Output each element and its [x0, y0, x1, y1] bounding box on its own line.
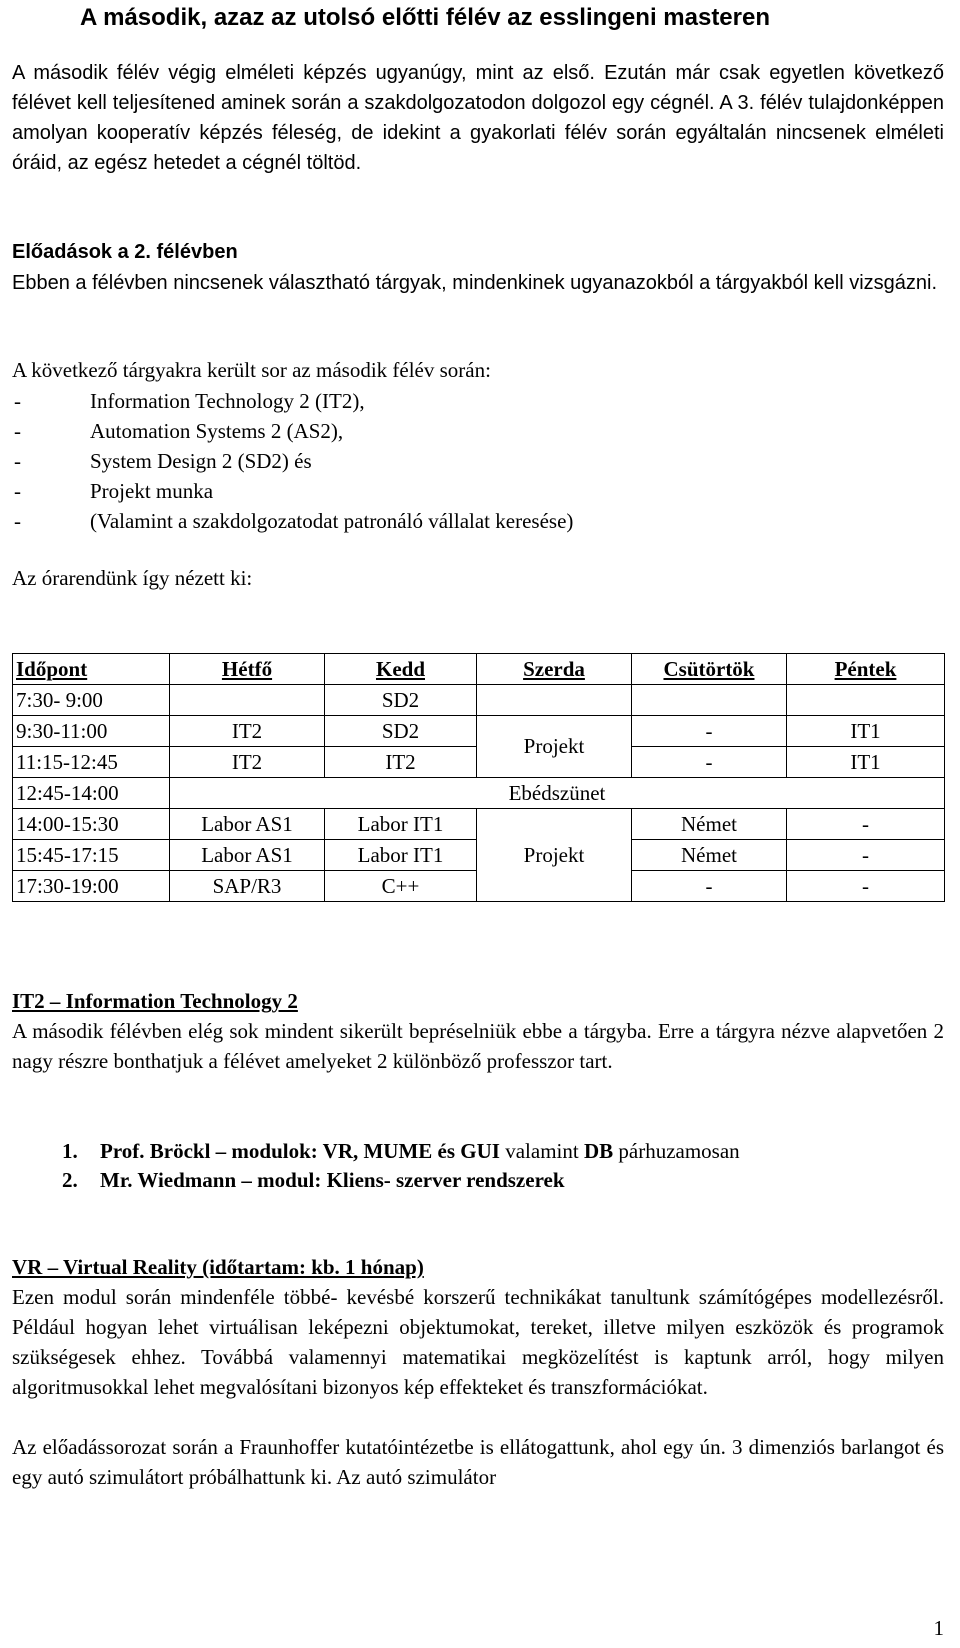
header-time: Időpont	[13, 654, 170, 685]
subjects-list	[12, 386, 573, 536]
wednesday-projekt-cell: Projekt	[477, 716, 632, 778]
vr-heading: VR – Virtual Reality (időtartam: kb. 1 hónap)	[12, 1255, 424, 1279]
thursday-cell	[632, 685, 787, 716]
time-cell: 15:45-17:15	[13, 840, 170, 871]
list-item: - System Design 2 (SD2) és	[14, 449, 312, 473]
module-title: Prof. Bröckl – modulok: VR, MUME és GUI	[100, 1139, 500, 1163]
time-cell: 7:30- 9:00	[13, 685, 170, 716]
wednesday-projekt-cell: Projekt	[477, 809, 632, 902]
tuesday-cell: SD2	[325, 716, 477, 747]
time-cell: 11:15-12:45	[13, 747, 170, 778]
list-item	[62, 1166, 740, 1195]
thursday-cell: Német	[632, 840, 787, 871]
item-number: 1.	[62, 1139, 78, 1163]
timetable-intro: Az órarendünk így nézett ki:	[12, 566, 253, 590]
friday-cell: -	[787, 840, 945, 871]
lectures-heading: Előadások a 2. félévben	[12, 241, 238, 263]
thursday-cell: -	[632, 747, 787, 778]
monday-cell: IT2	[170, 747, 325, 778]
module-text: párhuzamosan	[613, 1139, 740, 1163]
page-number: 1	[933, 1616, 944, 1640]
monday-cell: IT2	[170, 716, 325, 747]
monday-cell: Labor AS1	[170, 809, 325, 840]
vr-paragraph-2: Az előadássorozat során a Fraunhoffer kutatóintézetbe is ellátogattunk, ahol egy ún. 3 dimenziós barlangot és egy autó szimulátort próbálhattunk ki. Az autó szimulátor	[12, 1435, 944, 1489]
it2-paragraph: A második félévben elég sok mindent sikerült bepréselniük ebbe a tárgyba. Erre a tárgyra nézve alapvetően 2 nagy részre bonthatjuk a félévet amelyeket 2 különböző professzor tart.	[12, 1019, 944, 1073]
time-cell: 14:00-15:30	[13, 809, 170, 840]
tuesday-cell: Labor IT1	[325, 809, 477, 840]
subject-it2: Information Technology 2 (IT2),	[90, 389, 365, 413]
subject-company-search: (Valamint a szakdolgozatodat patronáló vállalat keresése)	[90, 509, 574, 533]
table-row	[13, 685, 945, 716]
header-thursday: Csütörtök	[632, 654, 787, 685]
subject-as2: Automation Systems 2 (AS2),	[90, 419, 344, 443]
friday-cell: -	[787, 809, 945, 840]
header-monday: Hétfő	[170, 654, 325, 685]
module-text: valamint	[499, 1139, 584, 1163]
monday-cell: Labor AS1	[170, 840, 325, 871]
list-item: - Projekt munka	[14, 479, 214, 503]
table-row	[13, 809, 945, 840]
monday-cell: SAP/R3	[170, 871, 325, 902]
thursday-cell: -	[632, 871, 787, 902]
subject-sd2: System Design 2 (SD2) és	[90, 449, 312, 473]
tuesday-cell: IT2	[325, 747, 477, 778]
table-row	[13, 716, 945, 747]
it2-modules-list	[62, 1137, 740, 1195]
tuesday-cell: C++	[325, 871, 477, 902]
friday-cell: IT1	[787, 716, 945, 747]
intro-paragraph: A második félév végig elméleti képzés ugyanúgy, mint az első. Ezután már csak egyetlen következő félévet kell teljesítened aminek során a szakdolgozatodon dolgozol egy cégnél. A 3. félév tulajdonképpen amolyan kooperatív képzés féleség, de idekint a gyakorlati félév során egyáltalán nincsenek elméleti óráid, az egész hetedet a cégnél töltöd.	[12, 62, 944, 174]
tuesday-cell: Labor IT1	[325, 840, 477, 871]
header-friday: Péntek	[787, 654, 945, 685]
module-title: Mr. Wiedmann – modul: Kliens- szerver rendszerek	[100, 1168, 565, 1192]
friday-cell	[787, 685, 945, 716]
list-item: - (Valamint a szakdolgozatodat patronáló vállalat keresése)	[14, 509, 574, 533]
friday-cell: IT1	[787, 747, 945, 778]
time-cell: 12:45-14:00	[13, 778, 170, 809]
lunch-break-cell: Ebédszünet	[170, 778, 945, 809]
header-tuesday: Kedd	[325, 654, 477, 685]
table-row	[13, 778, 945, 809]
friday-cell: -	[787, 871, 945, 902]
header-wednesday: Szerda	[477, 654, 632, 685]
item-number: 2.	[62, 1168, 78, 1192]
vr-paragraph-1: Ezen modul során mindenféle többé- kevésbé korszerű technikákat tanultunk számítógépes modellezésről. Például hogyan lehet virtuálisan leképezni objektumokat, tereket, illetve milyen eszközök és programok szükségesek ehhez. Továbbá valamennyi matematikai megközelítést is kaptunk arról, hogy milyen algoritmusokkal lehet megvalósítani bizonyos kép effekteket és transzformációkat.	[12, 1285, 944, 1399]
it2-heading: IT2 – Information Technology 2	[12, 989, 298, 1013]
timetable-header-row	[13, 654, 945, 685]
lectures-paragraph: Ebben a félévben nincsenek választható tárgyak, mindenkinek ugyanazokból a tárgyakból kell vizsgázni.	[12, 272, 937, 294]
subject-projekt: Projekt munka	[90, 479, 214, 503]
time-cell: 9:30-11:00	[13, 716, 170, 747]
list-item	[62, 1137, 740, 1166]
timetable	[12, 653, 945, 902]
monday-cell	[170, 685, 325, 716]
module-db: DB	[583, 1139, 614, 1163]
subjects-intro: A következő tárgyakra került sor az második félév során:	[12, 358, 491, 382]
wednesday-cell	[477, 685, 632, 716]
page-title: A második, azaz az utolsó előtti félév az esslingeni masteren	[80, 4, 770, 31]
tuesday-cell: SD2	[325, 685, 477, 716]
list-item: - Automation Systems 2 (AS2),	[14, 419, 344, 443]
time-cell: 17:30-19:00	[13, 871, 170, 902]
thursday-cell: -	[632, 716, 787, 747]
thursday-cell: Német	[632, 809, 787, 840]
list-item: - Information Technology 2 (IT2),	[14, 389, 365, 413]
